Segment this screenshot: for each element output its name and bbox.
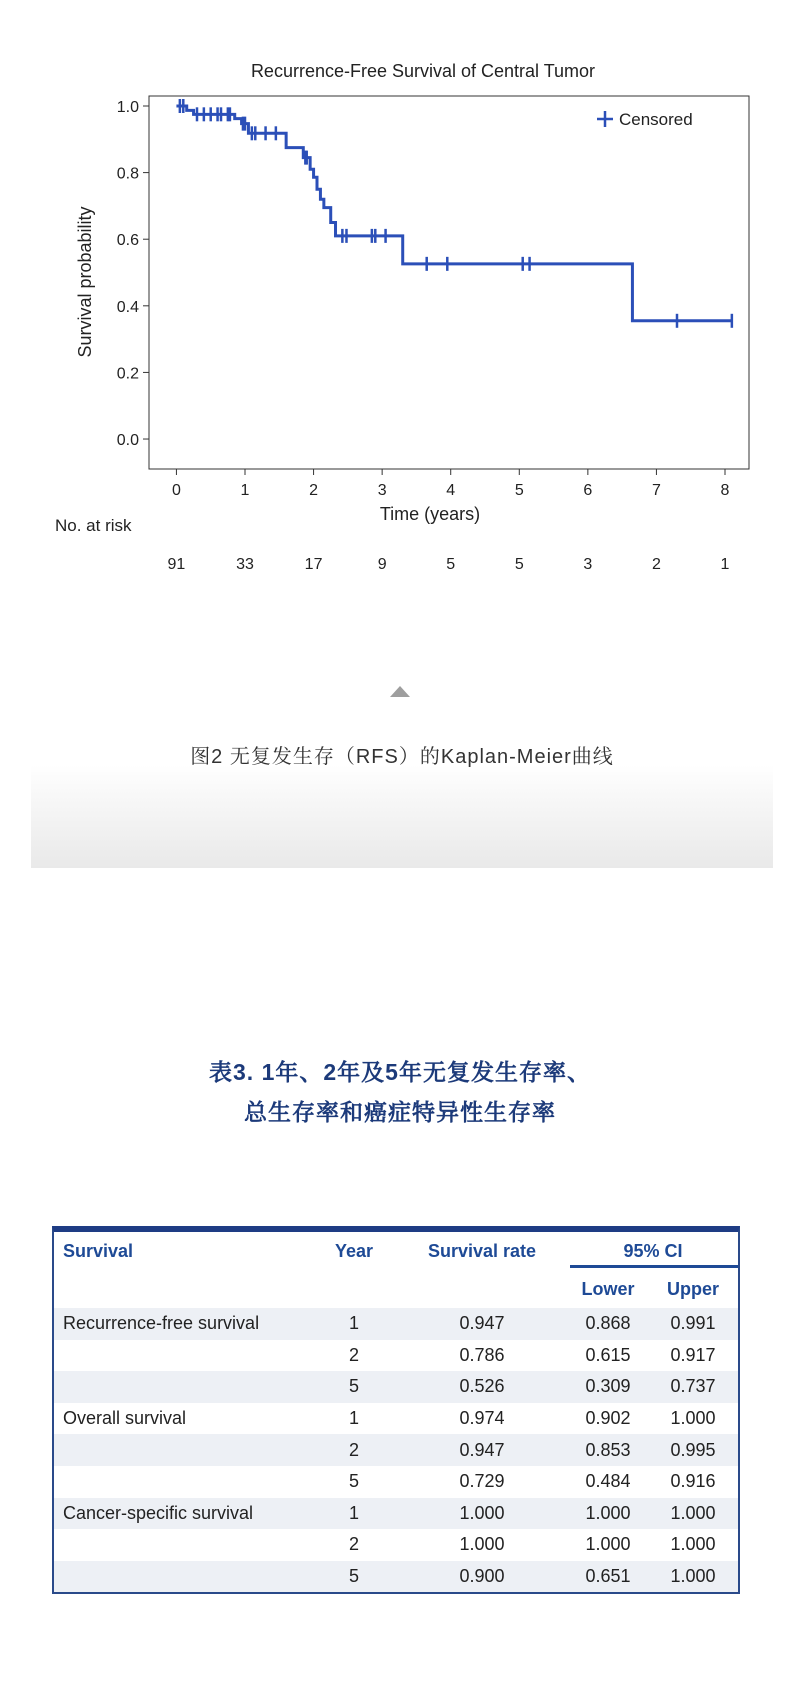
header-ci-label: 95% CI [623, 1241, 683, 1261]
risk-value: 91 [167, 556, 186, 573]
cell-survival: Cancer-specific survival [63, 1502, 254, 1523]
cell-upper: 1.000 [670, 1566, 716, 1587]
risk-table-label: No. at risk [55, 516, 132, 535]
figure-card [31, 40, 773, 868]
x-tick-label: 8 [720, 482, 730, 499]
table-row [54, 1308, 738, 1340]
x-tick-label: 7 [651, 482, 661, 499]
x-tick-label: 4 [446, 482, 456, 499]
cell-year: 5 [348, 1376, 359, 1397]
cell-rate: 0.947 [459, 1439, 505, 1460]
figure-caption: 图2 无复发生存（RFS）的Kaplan-Meier曲线 [190, 746, 614, 768]
y-tick-label: 0.4 [116, 298, 139, 316]
legend [597, 110, 693, 129]
table-heading-line1: 表3. 1年、2年及5年无复发生存率、 [209, 1059, 591, 1085]
table-heading [0, 1052, 800, 1132]
risk-value: 3 [583, 556, 593, 573]
table-row [54, 1434, 738, 1466]
cell-upper: 1.000 [670, 1408, 716, 1429]
cell-rate: 0.947 [459, 1313, 505, 1334]
cell-lower: 0.868 [585, 1313, 631, 1334]
cell-lower: 1.000 [585, 1502, 631, 1523]
header-survival-rate: Survival rate [427, 1240, 537, 1261]
x-axis [172, 469, 730, 499]
y-tick-label: 1.0 [116, 98, 139, 116]
table-body [54, 1308, 738, 1592]
table-row [54, 1529, 738, 1561]
plot-frame [149, 96, 749, 469]
km-chart [31, 40, 773, 600]
x-tick-label: 0 [171, 482, 181, 499]
risk-value: 5 [514, 556, 524, 573]
table-row [54, 1561, 738, 1593]
cell-lower: 0.651 [585, 1566, 631, 1587]
table-row [54, 1498, 738, 1530]
cell-survival: Overall survival [63, 1408, 187, 1429]
header-upper: Upper [666, 1278, 719, 1299]
cell-upper: 0.737 [670, 1376, 716, 1397]
y-tick-label: 0.2 [116, 365, 139, 383]
legend-label: Censored [619, 110, 693, 129]
x-tick-label: 5 [514, 482, 524, 499]
cell-rate: 0.974 [459, 1408, 505, 1429]
cell-rate: 0.900 [459, 1566, 505, 1587]
y-axis-label: Survival probability [75, 206, 95, 358]
cell-upper: 1.000 [670, 1502, 716, 1523]
y-tick-label: 0.8 [116, 165, 139, 183]
cell-year: 2 [348, 1534, 359, 1555]
cell-year: 1 [348, 1408, 359, 1429]
table-header-row [54, 1232, 738, 1270]
risk-value: 2 [651, 556, 661, 573]
x-axis-label: Time (years) [379, 504, 481, 524]
cell-survival: Recurrence-free survival [63, 1313, 260, 1334]
cell-lower: 0.902 [585, 1408, 631, 1429]
header-year: Year [334, 1240, 374, 1261]
cell-upper: 1.000 [670, 1534, 716, 1555]
cell-upper: 0.916 [670, 1471, 716, 1492]
table-row [54, 1371, 738, 1403]
table-heading-line2: 总生存率和癌症特异性生存率 [244, 1099, 556, 1125]
cell-upper: 0.917 [670, 1344, 716, 1365]
cell-lower: 0.853 [585, 1439, 631, 1460]
risk-value: 1 [720, 556, 730, 573]
cell-upper: 0.991 [670, 1313, 716, 1334]
cell-year: 1 [348, 1313, 359, 1334]
cell-rate: 0.786 [459, 1344, 505, 1365]
cell-year: 5 [348, 1471, 359, 1492]
table-subheader-row [54, 1270, 738, 1308]
survival-table [52, 1226, 740, 1594]
cell-lower: 0.309 [585, 1376, 631, 1397]
cell-rate: 1.000 [459, 1502, 505, 1523]
x-tick-label: 6 [583, 482, 593, 499]
cell-lower: 0.484 [585, 1471, 631, 1492]
survival-curve [176, 106, 731, 321]
header-survival: Survival [63, 1240, 134, 1261]
risk-value: 33 [236, 556, 254, 573]
table-row [54, 1466, 738, 1498]
triangle-up-icon[interactable] [390, 686, 410, 697]
cell-year: 5 [348, 1566, 359, 1587]
header-ci [568, 1232, 738, 1270]
cell-rate: 0.729 [459, 1471, 505, 1492]
risk-table-values [168, 556, 730, 573]
x-tick-label: 3 [377, 482, 387, 499]
cell-lower: 1.000 [585, 1534, 631, 1555]
table-row [54, 1403, 738, 1435]
cell-rate: 0.526 [459, 1376, 505, 1397]
risk-value: 5 [446, 556, 456, 573]
cell-year: 1 [348, 1502, 359, 1523]
chart-title: Recurrence-Free Survival of Central Tumor [250, 61, 596, 81]
x-tick-label: 2 [309, 482, 319, 499]
cell-year: 2 [348, 1439, 359, 1460]
x-tick-label: 1 [240, 482, 250, 499]
y-axis [117, 99, 149, 449]
cell-year: 2 [348, 1344, 359, 1365]
ci-rule [570, 1265, 738, 1268]
y-tick-label: 0.0 [116, 432, 139, 450]
risk-value: 9 [377, 556, 387, 573]
header-lower: Lower [581, 1278, 635, 1299]
cell-upper: 0.995 [670, 1439, 716, 1460]
y-tick-label: 0.6 [116, 232, 139, 250]
risk-value: 17 [304, 556, 323, 573]
cell-rate: 1.000 [459, 1534, 505, 1555]
table-row [54, 1340, 738, 1372]
cell-lower: 0.615 [585, 1344, 631, 1365]
